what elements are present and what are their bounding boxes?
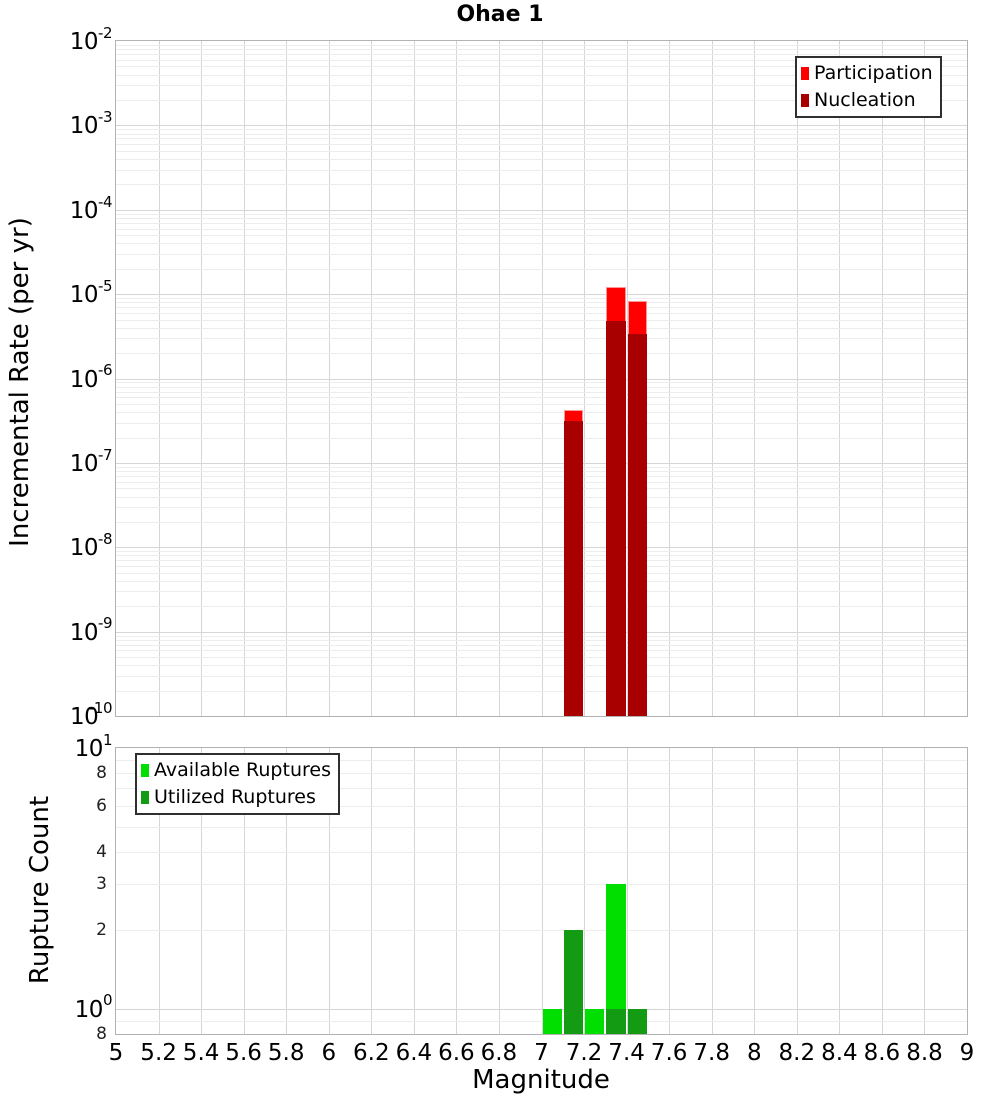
y-tick-label: $10^{-10}$ <box>70 698 112 730</box>
y-tick-label: $10^{-3}$ <box>69 108 112 140</box>
legend-item-nucleation <box>801 87 933 114</box>
y-tick-label: $10^1$ <box>74 730 112 762</box>
y-tick-label: $10^{-8}$ <box>69 530 112 562</box>
chart-title: Ohae 1 <box>456 2 544 27</box>
nucleation-bar <box>628 334 647 716</box>
x-tick-label: 7 <box>534 1040 549 1066</box>
x-tick-label: 8.2 <box>778 1040 816 1066</box>
rates-y-axis-label: Incremental Rate (per yr) <box>5 217 35 547</box>
x-tick-label: 7.6 <box>650 1040 688 1066</box>
y-tick-label: $10^{-6}$ <box>69 361 112 393</box>
x-tick-label: 5.8 <box>267 1040 305 1066</box>
x-tick-label: 5 <box>108 1040 124 1066</box>
nucleation-bar <box>606 321 625 716</box>
x-tick-label: 6 <box>321 1040 337 1066</box>
y-tick-label: $10^{-4}$ <box>69 192 112 224</box>
x-tick-label: 5.2 <box>140 1040 177 1066</box>
y-tick-label: $10^0$ <box>74 991 112 1023</box>
y-minor-tick-label: 4 <box>96 841 107 862</box>
utilized-ruptures-swatch-icon <box>141 791 149 804</box>
y-tick-label: $10^{-5}$ <box>69 276 112 308</box>
y-tick-label: $10^{-2}$ <box>69 23 112 55</box>
y-minor-tick-label: 8 <box>96 763 107 784</box>
y-tick-label: $10^{-7}$ <box>69 445 112 477</box>
participation-swatch-icon <box>801 67 809 80</box>
y-minor-tick-label: 8 <box>96 1024 107 1044</box>
y-minor-tick-label: 6 <box>96 795 107 816</box>
x-tick-label: 6.6 <box>438 1040 475 1066</box>
x-tick-label: 9 <box>959 1040 975 1066</box>
x-tick-label: 8.8 <box>906 1040 943 1066</box>
rates-bars <box>116 41 967 716</box>
nucleation-legend-label: Nucleation <box>814 89 916 111</box>
legend-item-available-ruptures <box>141 757 331 784</box>
utilized-ruptures-bar <box>628 1009 647 1034</box>
utilized-ruptures-legend-label: Utilized Ruptures <box>154 786 316 808</box>
x-tick-label: 8.6 <box>863 1040 901 1066</box>
rates-legend <box>795 56 942 118</box>
x-tick-label: 7.8 <box>693 1040 730 1066</box>
x-tick-label: 5.6 <box>225 1040 262 1066</box>
legend-item-participation <box>801 60 933 87</box>
available-ruptures-legend-label: Available Ruptures <box>154 759 331 781</box>
available-ruptures-bar <box>543 1009 562 1034</box>
utilized-ruptures-bar <box>606 1009 625 1034</box>
available-ruptures-bar <box>585 1009 604 1034</box>
y-tick-label: $10^{-9}$ <box>69 614 112 646</box>
y-minor-tick-label: 2 <box>96 920 107 941</box>
rates-panel <box>115 40 968 717</box>
counts-panel <box>115 747 968 1035</box>
y-minor-tick-label: 3 <box>96 874 107 895</box>
counts-legend <box>135 753 340 815</box>
x-tick-label: 7.4 <box>608 1040 645 1066</box>
nucleation-swatch-icon <box>801 94 809 107</box>
available-ruptures-swatch-icon <box>141 764 149 777</box>
x-tick-label: 8.4 <box>821 1040 858 1066</box>
x-tick-label: 6.4 <box>395 1040 433 1066</box>
utilized-ruptures-bar <box>564 930 583 1034</box>
x-axis-label: Magnitude <box>472 1065 610 1095</box>
x-tick-label: 8 <box>746 1040 762 1066</box>
x-tick-label: 6.2 <box>353 1040 390 1066</box>
participation-legend-label: Participation <box>814 62 933 84</box>
x-tick-label: 6.8 <box>480 1040 518 1066</box>
x-tick-label: 7.2 <box>565 1040 603 1066</box>
nucleation-bar <box>564 421 583 716</box>
x-tick-label: 5.4 <box>182 1040 220 1066</box>
legend-item-utilized-ruptures <box>141 784 331 811</box>
counts-y-axis-label: Rupture Count <box>25 795 55 985</box>
